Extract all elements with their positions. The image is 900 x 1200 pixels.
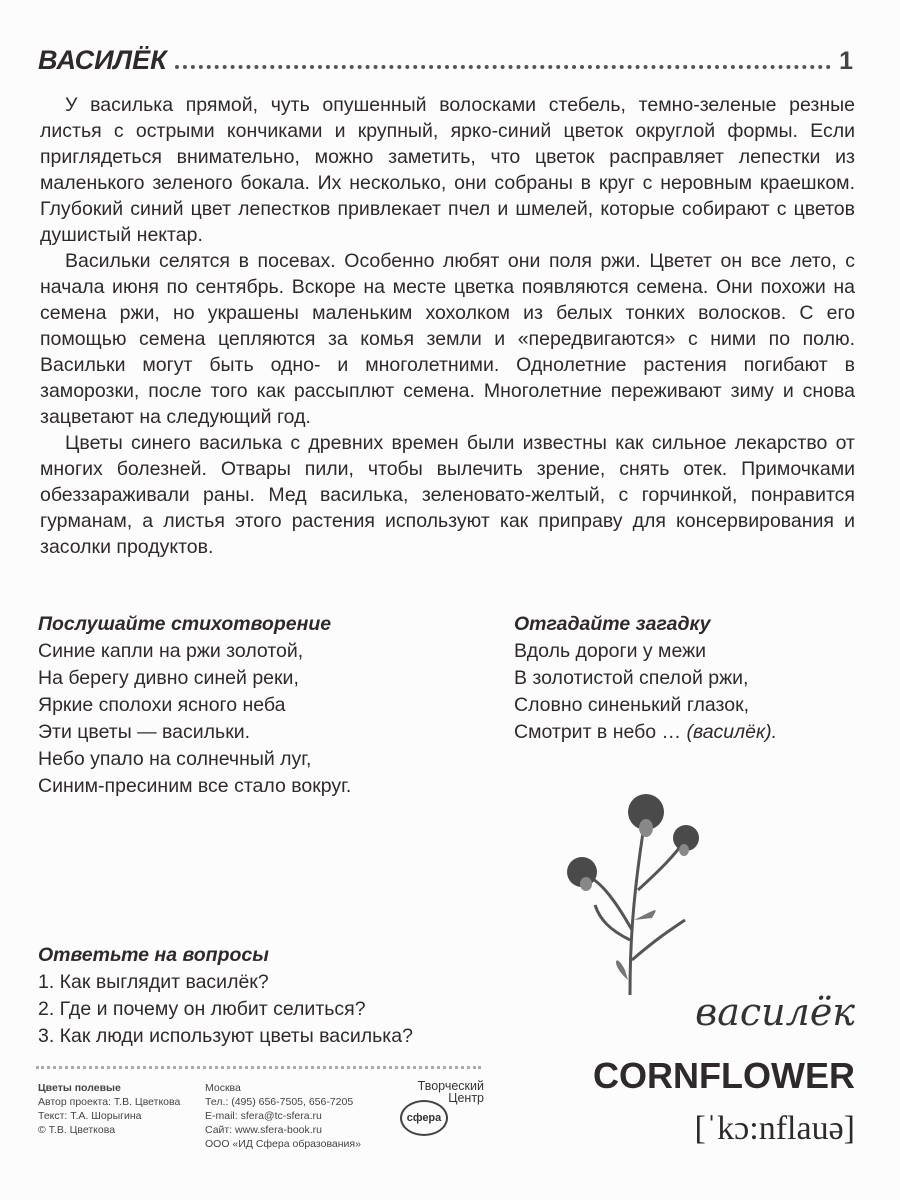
contact-line: ООО «ИД Сфера образования» xyxy=(205,1138,361,1150)
paragraph: У василька прямой, чуть опушенный волосками стебель, темно-зеленые резные листья с острыми кончиками и крупный, ярко-синий цветок округлой формы. Если приглядеться внимательно, можно заметить, что цветок расправляет лепестки из маленького зеленого бокала. Их несколько, они собраны в круг с неровным краешком. Глубокий синий цвет лепестков привлекает пчел и шмелей, которые собирают с цветов душистый нектар. xyxy=(40,94,855,246)
poem-line: Яркие сполохи ясного неба xyxy=(38,694,286,716)
question: 3. Как люди используют цветы василька? xyxy=(38,1025,413,1047)
article-text xyxy=(40,92,855,560)
poem-line: Небо упало на солнечный луг, xyxy=(38,748,312,770)
questions-heading: Ответьте на вопросы xyxy=(38,944,269,966)
credit-line: © Т.В. Цветкова xyxy=(38,1124,116,1136)
header xyxy=(38,40,853,76)
logo-line2: Центр xyxy=(448,1091,484,1105)
paragraph: Цветы синего василька с древних времен были известны как сильное лекарство от многих болезней. Отвары пили, чтобы вылечить зрение, снять отек. Примочками обеззараживали раны. Мед василька, зеленовато-желтый, с горчинкой, понравится гурманам, а листья этого растения используют как приправу для консервирования и засолки продуктов. xyxy=(40,432,855,558)
question: 1. Как выглядит василёк? xyxy=(38,971,269,993)
cornflower-illustration xyxy=(560,780,730,1000)
title-dot-leader xyxy=(175,65,831,69)
contact-line: E-mail: sfera@tc-sfera.ru xyxy=(205,1110,322,1122)
riddle-section xyxy=(514,611,777,746)
logo-brand: сфера xyxy=(400,1100,448,1136)
question: 2. Где и почему он любит селиться? xyxy=(38,998,366,1020)
riddle-line: Вдоль дороги у межи xyxy=(514,640,707,662)
riddle-heading: Отгадайте загадку xyxy=(514,613,711,635)
riddle-line: Словно синенький глазок, xyxy=(514,694,750,716)
page-title: ВАСИЛЁК xyxy=(38,45,167,75)
poem-heading: Послушайте стихотворение xyxy=(38,613,332,635)
riddle-last-line: Смотрит в небо … xyxy=(514,721,682,743)
riddle-line xyxy=(514,719,777,746)
transcription: [ˈkɔ:nflauə] xyxy=(694,1110,855,1147)
poem-line: На берегу дивно синей реки, xyxy=(38,667,299,689)
riddle-answer: (василёк). xyxy=(686,721,778,743)
footer-contacts xyxy=(205,1081,361,1151)
footer-credits xyxy=(38,1081,180,1137)
credit-line: Автор проекта: Т.В. Цветкова xyxy=(38,1096,181,1108)
footer-divider xyxy=(36,1066,481,1069)
credit-line: Текст: Т.А. Шорыгина xyxy=(38,1110,142,1122)
poem-line: Синим-пресиним все стало вокруг. xyxy=(38,775,352,797)
contact-line: Тел.: (495) 656-7505, 656-7205 xyxy=(205,1096,354,1108)
logo-line1: Творческий xyxy=(417,1079,484,1093)
poem-line: Синие капли на ржи золотой, xyxy=(38,640,304,662)
paragraph: Васильки селятся в посевах. Особенно любят они поля ржи. Цветет он все лето, с начала июня по сентябрь. Вскоре на месте цветка появляются семена. Они похожи на семена ржи, но украшены маленьким хохолком из белых тонких волосков. С его помощью семена цепляются за комья земли и «передвигаются» с ними по полю. Васильки могут быть одно- и многолетними. Однолетние растения погибают в заморозки, после того как рассыплют семена. Многолетние переживают зиму и снова зацветают на следующий год. xyxy=(40,250,855,428)
series-title: Цветы полевые xyxy=(38,1082,121,1094)
contact-line: Сайт: www.sfera-book.ru xyxy=(205,1124,322,1136)
questions-section xyxy=(38,942,413,1050)
cursive-word: василёк xyxy=(695,990,855,1034)
publisher-logo xyxy=(395,1080,487,1140)
poem-line: Эти цветы — васильки. xyxy=(38,721,251,743)
english-word: CORNFLOWER xyxy=(593,1055,855,1096)
poem-section xyxy=(38,611,351,800)
riddle-line: В золотистой спелой ржи, xyxy=(514,667,749,689)
contact-line: Москва xyxy=(205,1082,241,1094)
page-number: 1 xyxy=(839,47,853,75)
